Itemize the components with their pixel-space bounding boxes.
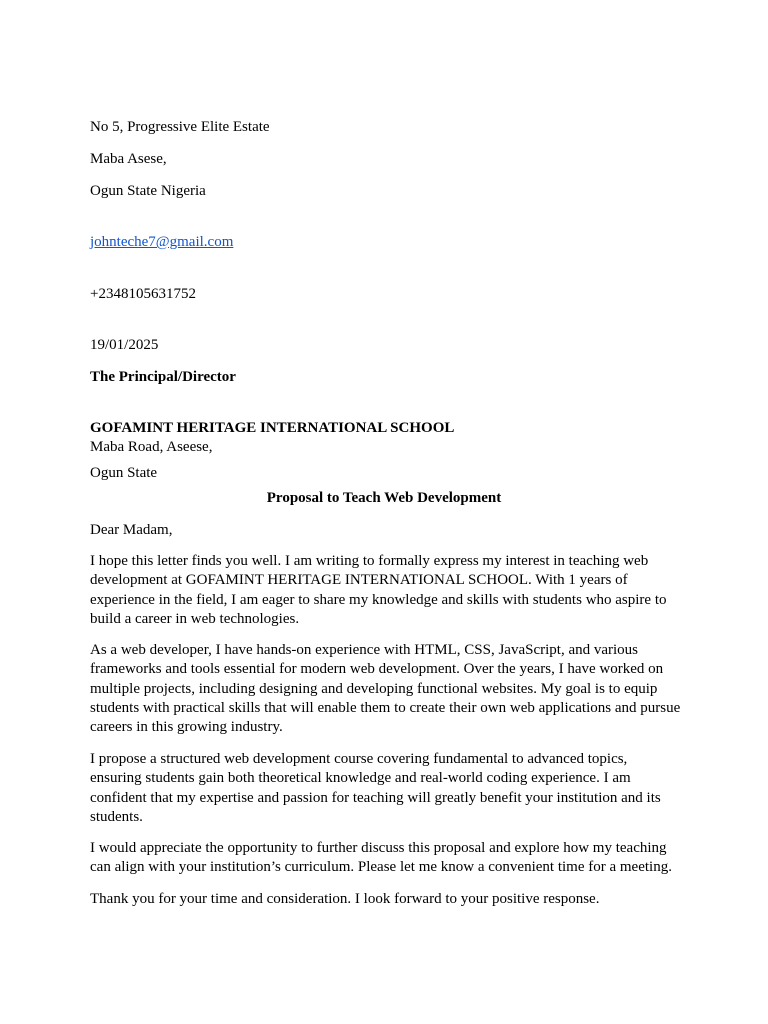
recipient-address-line1: Maba Road, Aseese,: [90, 439, 213, 455]
salutation: Dear Madam,: [90, 522, 173, 538]
letter-subject: Proposal to Teach Web Development: [266, 490, 502, 506]
recipient-school: GOFAMINT HERITAGE INTERNATIONAL SCHOOL: [90, 420, 455, 436]
sender-address-line1: No 5, Progressive Elite Estate: [90, 119, 270, 135]
body-paragraph-5: Thank you for your time and consideration. I look forward to your positive response.: [90, 891, 600, 907]
sender-email-link[interactable]: johnteche7@gmail.com: [90, 234, 234, 250]
sender-address-line3: Ogun State Nigeria: [90, 183, 206, 199]
letter-date: 19/01/2025: [90, 337, 159, 353]
recipient-title: The Principal/Director: [90, 369, 236, 385]
body-paragraph-2: As a web developer, I have hands-on experience with HTML, CSS, JavaScript, and various frameworks and tools essential for modern web development. Over the years, I have worked on multiple projects, including designing and developing functional websites. My goal is to equip students with practical skills that will enable them to create their own web applications and pursue careers in this growing industry.: [90, 642, 681, 736]
sender-address-line2: Maba Asese,: [90, 151, 167, 167]
recipient-address-line2: Ogun State: [90, 465, 158, 481]
body-paragraph-4: I would appreciate the opportunity to further discuss this proposal and explore how my teaching can align with your institution’s curriculum. Please let me know a convenient time for a meeting.: [90, 840, 672, 876]
body-paragraph-1: I hope this letter finds you well. I am writing to formally express my interest in teaching web development at GOFAMINT HERITAGE INTERNATIONAL SCHOOL. With 1 years of experience in the field, I am eager to share my knowledge and skills with students who aspire to build a career in web technologies.: [90, 553, 667, 627]
body-paragraph-3: I propose a structured web development course covering fundamental to advanced topics, ensuring students gain both theoretical knowledge and real-world coding experience. I am confident that my expertise and passion for teaching will greatly benefit your institution and its students.: [90, 751, 661, 825]
sender-phone: +2348105631752: [90, 286, 196, 302]
